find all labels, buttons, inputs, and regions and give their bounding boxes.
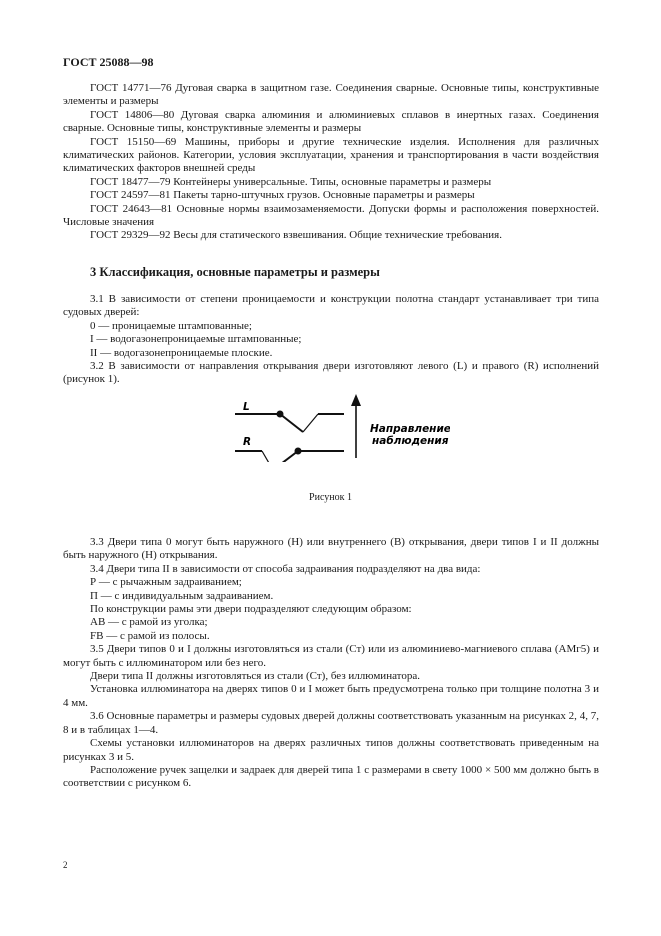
direction-arrow-head <box>351 394 361 406</box>
right-door-jamb <box>262 451 273 462</box>
paragraph: 3.3 Двери типа 0 могут быть наружного (Н) или внутреннего (В) открывания, двери типов I и II должны быть наружного (Н) открывания. <box>63 536 599 562</box>
right-hinge-dot <box>295 448 302 455</box>
section-title: 3 Классификация, основные параметры и размеры <box>90 265 380 279</box>
reference-item: ГОСТ 29329—92 Весы для статического взвешивания. Общие технические требования. <box>90 229 502 242</box>
right-door-leaf <box>273 451 298 462</box>
paragraph: II — водогазонепроницаемые плоские. <box>90 346 273 359</box>
paragraph: 3.2 В зависимости от направления открывания двери изготовляют левого (L) и правого (R) исполнений (рисунок 1). <box>63 360 599 386</box>
paragraph: FB — с рамой из полосы. <box>90 629 210 642</box>
reference-item: ГОСТ 24597—81 Пакеты тарно-штучных грузов. Основные параметры и размеры <box>90 189 475 202</box>
paragraph: Установка иллюминатора на дверях типов 0 и I может быть предусмотрена только при толщине полотна 3 и 4 мм. <box>63 683 599 709</box>
paragraph: АВ — с рамой из уголка; <box>90 616 208 629</box>
section-paragraphs-2 <box>63 536 599 791</box>
figure-caption: Рисунок 1 <box>309 492 352 503</box>
normative-references <box>63 82 599 243</box>
paragraph: Двери типа II должны изготовляться из стали (Ст), без иллюминатора. <box>90 670 420 683</box>
paragraph: Р — с рычажным задраиванием; <box>90 576 242 589</box>
paragraph: Расположение ручек защелки и задраек для дверей типа 1 с размерами в свету 1000 × 500 мм должно быть в соответствии с рисунком 6. <box>63 763 599 790</box>
reference-item: ГОСТ 14806—80 Дуговая сварка алюминия и алюминиевых сплавов в инертных газах. Соединения сварные. Основные типы, конструктивные элементы и размеры <box>63 108 599 135</box>
paragraph: 3.6 Основные параметры и размеры судовых дверей должны соответствовать указанным на рисунках 2, 4, 7, 8 и в таблицах 1—4. <box>63 710 599 736</box>
paragraph: П — с индивидуальным задраиванием. <box>90 589 274 602</box>
paragraph: 3.1 В зависимости от степени проницаемости и конструкции полотна стандарт устанавливает три типа судовых дверей: <box>63 293 599 319</box>
section-paragraphs-1 <box>63 293 599 387</box>
left-door-leaf <box>280 414 303 432</box>
paragraph: По конструкции рамы эти двери подразделяют следующим образом: <box>90 603 412 616</box>
label-l: L <box>243 401 250 413</box>
figure-door-opening-direction <box>230 392 450 462</box>
left-door-jamb <box>303 414 318 432</box>
reference-item: ГОСТ 14771—76 Дуговая сварка в защитном газе. Соединения сварные. Основные типы, конструктивные элементы и размеры <box>63 82 599 108</box>
door-diagram <box>230 392 450 462</box>
reference-item: ГОСТ 15150—69 Машины, приборы и другие технические изделия. Исполнения для различных климатических районов. Категории, условия эксплуатации, хранения и транспортирования в части воздействия климатических факторов внешней среды <box>63 135 599 175</box>
left-hinge-dot <box>277 411 284 418</box>
paragraph: 3.4 Двери типа II в зависимости от способа задраивания подразделяют на два вида: <box>90 562 481 575</box>
direction-label-line1: Направление <box>370 423 450 435</box>
label-r: R <box>243 436 252 448</box>
paragraph: Схемы установки иллюминаторов на дверях различных типов должны соответствовать приведенным на рисунках 3 и 5. <box>63 737 599 763</box>
paragraph: 3.5 Двери типов 0 и I должны изготовляться из стали (Ст) или из алюминиево-магниевого сплава (АМг5) и могут быть с иллюминатором или без него. <box>63 643 599 669</box>
reference-item: ГОСТ 18477—79 Контейнеры универсальные. Типы, основные параметры и размеры <box>90 175 492 188</box>
paragraph: I — водогазонепроницаемые штампованные; <box>90 333 302 346</box>
direction-label-line2: наблюдения <box>372 435 449 447</box>
page-header: ГОСТ 25088—98 <box>63 55 154 69</box>
reference-item: ГОСТ 24643—81 Основные нормы взаимозаменяемости. Допуски формы и расположения поверхностей. Числовые значения <box>63 202 599 229</box>
page-number: 2 <box>63 860 68 870</box>
paragraph: 0 — проницаемые штампованные; <box>90 319 252 332</box>
